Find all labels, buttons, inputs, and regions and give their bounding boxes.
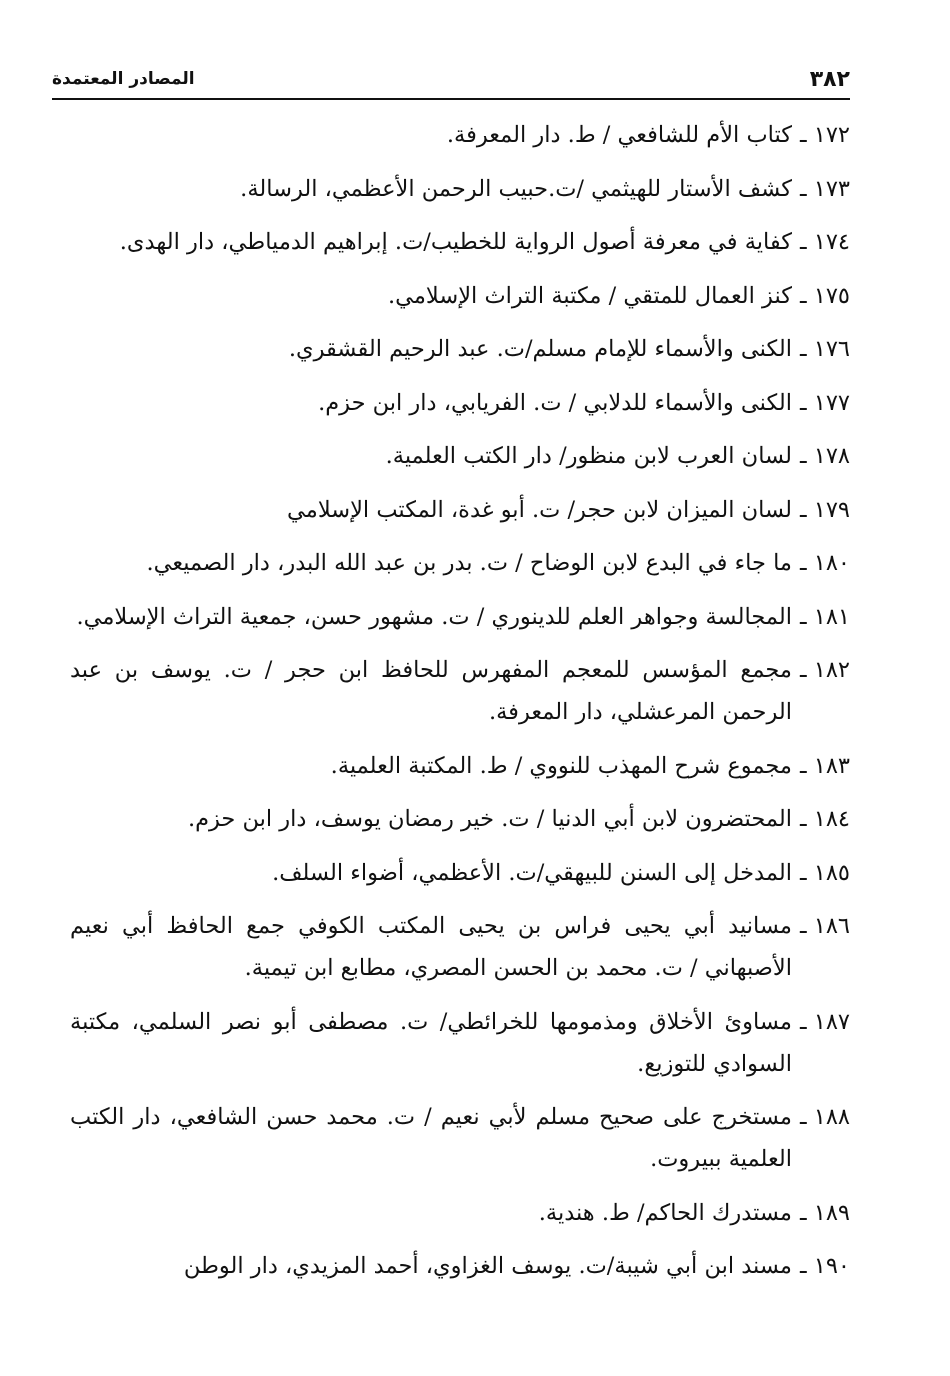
entry-separator: ـ <box>799 1253 814 1279</box>
entry-number-wrap <box>800 489 850 531</box>
bibliography-entry <box>70 745 850 787</box>
bibliography-entry <box>70 798 850 840</box>
entry-number: ١٧٤ <box>813 229 850 255</box>
entry-separator: ـ <box>799 1104 814 1130</box>
entry-number-wrap <box>800 1245 850 1287</box>
entry-text: المجالسة وجواهر العلم للدينوري / ت. مشهور حسن، جمعية التراث الإسلامي. <box>76 603 792 630</box>
bibliography-entry <box>70 1001 850 1085</box>
entry-separator: ـ <box>799 603 814 630</box>
entry-number-wrap <box>800 1192 850 1234</box>
bibliography-entry <box>70 1245 850 1287</box>
running-title: المصادر المعتمدة <box>52 69 195 89</box>
entry-separator: ـ <box>799 229 814 255</box>
entry-separator: ـ <box>799 496 814 523</box>
entry-number-wrap <box>800 649 850 691</box>
entry-number: ١٨٦ <box>813 913 850 939</box>
entry-number: ١٨٣ <box>813 752 850 779</box>
entry-separator: ـ <box>799 859 814 886</box>
entry-number: ١٨٧ <box>813 1008 850 1035</box>
entry-text: كشف الأستار للهيثمي /ت.حبيب الرحمن الأعظمي، الرسالة. <box>240 175 792 202</box>
entry-number: ١٧٢ <box>813 122 850 148</box>
entry-number-wrap <box>800 1001 850 1043</box>
entry-text: ما جاء في البدع لابن الوضاح / ت. بدر بن عبد الله البدر، دار الصميعي. <box>146 550 792 576</box>
entry-number-wrap <box>800 435 850 477</box>
entry-number: ١٨٤ <box>813 806 850 832</box>
entry-text: مستخرج على صحيح مسلم لأبي نعيم / ت. محمد حسن الشافعي، دار الكتب العلمية ببيروت. <box>70 1104 792 1172</box>
entry-number: ١٧٣ <box>813 175 850 202</box>
entry-number-wrap <box>800 798 850 840</box>
entry-number-wrap <box>800 745 850 787</box>
entry-number: ١٧٧ <box>813 389 850 416</box>
bibliography-entry <box>70 221 850 263</box>
entry-number: ١٨٢ <box>813 657 850 683</box>
entry-text: كنز العمال للمتقي / مكتبة التراث الإسلامي. <box>387 282 792 309</box>
entry-number-wrap <box>800 168 850 210</box>
entry-number-wrap <box>800 852 850 894</box>
entry-number-wrap <box>800 905 850 947</box>
entry-text: كتاب الأم للشافعي / ط. دار المعرفة. <box>446 122 792 148</box>
entry-text: مساوئ الأخلاق ومذمومها للخرائطي/ ت. مصطفى أبو نصر السلمي، مكتبة السوادي للتوزيع. <box>70 1008 792 1077</box>
bibliography-entry <box>70 168 850 210</box>
entry-separator: ـ <box>799 1008 814 1035</box>
bibliography-entry <box>70 328 850 370</box>
entry-number: ١٨١ <box>813 603 850 630</box>
entry-separator: ـ <box>799 282 814 309</box>
entry-number-wrap <box>800 328 850 370</box>
entry-number: ١٧٩ <box>813 496 850 523</box>
bibliography-entry <box>70 435 850 477</box>
bibliography-list <box>70 114 850 1299</box>
page-header <box>52 60 850 100</box>
entry-number-wrap <box>800 542 850 584</box>
entry-number: ١٧٥ <box>813 282 850 309</box>
entry-separator: ـ <box>799 122 814 148</box>
bibliography-entry <box>70 382 850 424</box>
page-number: ٣٨٢ <box>809 66 850 92</box>
bibliography-entry <box>70 275 850 317</box>
bibliography-entry <box>70 1192 850 1234</box>
entry-number: ١٨٥ <box>813 859 850 886</box>
bibliography-entry <box>70 489 850 531</box>
entry-text: مسانيد أبي يحيى فراس بن يحيى المكتب الكوفي جمع الحافظ أبي نعيم الأصبهاني / ت. محمد بن الحسن المصري، مطابع ابن تيمية. <box>70 913 792 981</box>
entry-separator: ـ <box>799 550 814 576</box>
entry-text: مجموع شرح المهذب للنووي / ط. المكتبة العلمية. <box>330 752 792 779</box>
entry-separator: ـ <box>799 175 814 202</box>
entry-number: ١٨٠ <box>813 550 850 576</box>
entry-number-wrap <box>800 1096 850 1138</box>
entry-number: ١٧٨ <box>813 443 850 469</box>
bibliography-entry <box>70 542 850 584</box>
entry-text: المحتضرون لابن أبي الدنيا / ت. خير رمضان يوسف، دار ابن حزم. <box>187 806 792 832</box>
entry-number: ١٧٦ <box>813 336 850 362</box>
entry-separator: ـ <box>799 336 814 362</box>
entry-number-wrap <box>800 382 850 424</box>
bibliography-entry <box>70 852 850 894</box>
entry-separator: ـ <box>799 389 814 416</box>
entry-text: مجمع المؤسس للمعجم المفهرس للحافظ ابن حجر / ت. يوسف بن عبد الرحمن المرعشلي، دار المعرفة. <box>70 657 792 725</box>
entry-number: ١٨٩ <box>813 1199 850 1226</box>
bibliography-entry <box>70 114 850 156</box>
bibliography-entry <box>70 1096 850 1180</box>
entry-text: لسان الميزان لابن حجر/ ت. أبو غدة، المكتب الإسلامي <box>287 496 792 523</box>
entry-number-wrap <box>800 221 850 263</box>
entry-text: الكنى والأسماء للدلابي / ت. الفريابي، دار ابن حزم. <box>318 389 792 416</box>
bibliography-entry <box>70 596 850 638</box>
entry-number-wrap <box>800 114 850 156</box>
entry-separator: ـ <box>799 657 814 683</box>
entry-separator: ـ <box>799 443 814 469</box>
entry-separator: ـ <box>799 1199 814 1226</box>
entry-number: ١٨٨ <box>813 1104 850 1130</box>
entry-number-wrap <box>800 596 850 638</box>
entry-text: مسند ابن أبي شيبة/ت. يوسف الغزاوي، أحمد المزيدي، دار الوطن <box>183 1253 792 1279</box>
entry-number-wrap <box>800 275 850 317</box>
entry-text: الكنى والأسماء للإمام مسلم/ت. عبد الرحيم القشقري. <box>288 336 792 362</box>
entry-text: لسان العرب لابن منظور/ دار الكتب العلمية. <box>385 443 792 469</box>
entry-number: ١٩٠ <box>813 1253 850 1279</box>
entry-separator: ـ <box>799 913 814 939</box>
entry-text: مستدرك الحاكم/ ط. هندية. <box>538 1199 792 1226</box>
bibliography-entry <box>70 905 850 989</box>
entry-separator: ـ <box>799 752 814 779</box>
entry-text: كفاية في معرفة أصول الرواية للخطيب/ت. إبراهيم الدمياطي، دار الهدى. <box>119 229 792 255</box>
bibliography-entry <box>70 649 850 733</box>
entry-separator: ـ <box>799 806 814 832</box>
entry-text: المدخل إلى السنن للبيهقي/ت. الأعظمي، أضواء السلف. <box>272 859 792 886</box>
